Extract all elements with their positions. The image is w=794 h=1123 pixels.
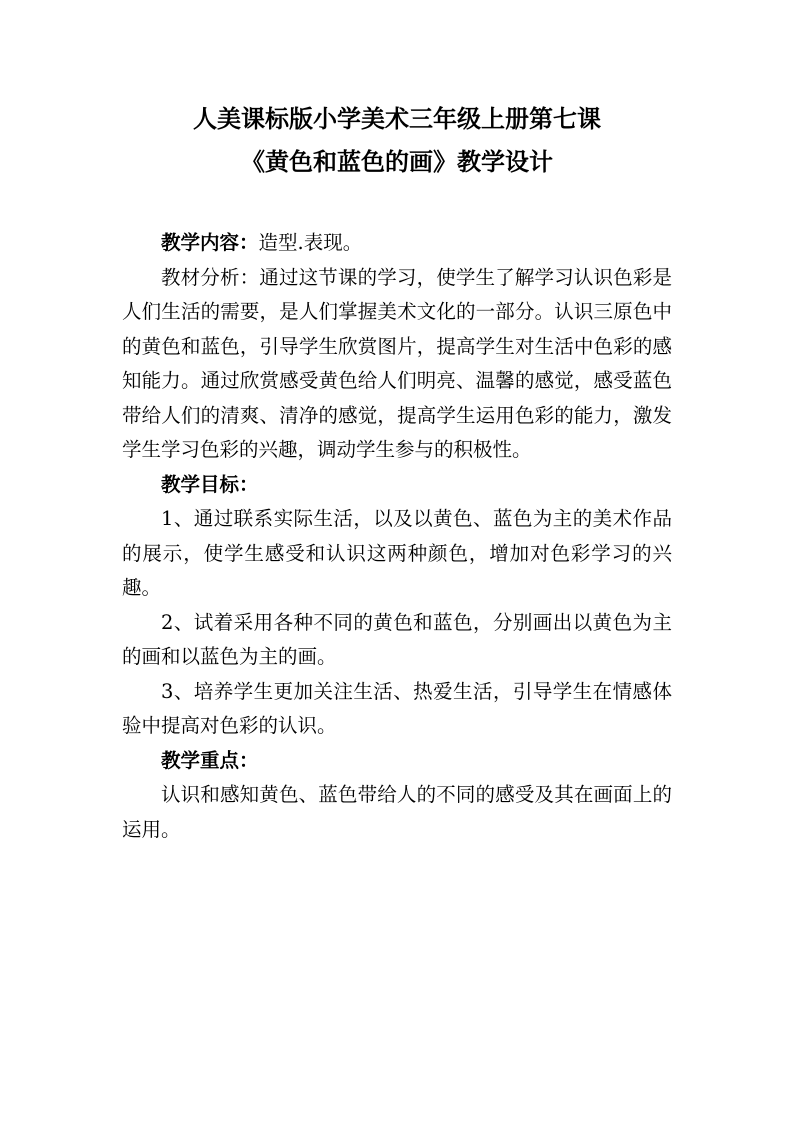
- document-body: [122, 226, 672, 847]
- teaching-goal-item-2: 2、试着采用各种不同的黄色和蓝色，分别画出以黄色为主的画和以蓝色为主的画。: [122, 610, 672, 668]
- teaching-goal-item-1: 1、通过联系实际生活，以及以黄色、蓝色为主的美术作品的展示，使学生感受和认识这两种颜色，增加对色彩学习的兴趣。: [122, 507, 672, 599]
- teaching-content-value: 造型.表现。: [258, 231, 363, 254]
- teaching-key-points-heading: 教学重点：: [161, 748, 259, 772]
- teaching-content-label: 教学内容：: [161, 231, 259, 254]
- teaching-goals-heading: 教学目标：: [161, 472, 259, 496]
- teaching-content-paragraph: [122, 226, 672, 261]
- material-analysis-paragraph: 教材分析：通过这节课的学习，使学生了解学习认识色彩是人们生活的需要，是人们掌握美术文化的一部分。认识三原色中的黄色和蓝色，引导学生欣赏图片，提高学生对生活中色彩的感知能力。通过欣赏感受黄色给人们明亮、温馨的感觉，感受蓝色带给人们的清爽、清净的感觉，提高学生运用色彩的能力，激发学生学习色彩的兴趣，调动学生参与的积极性。: [122, 265, 672, 461]
- document-title-line-1: 人美课标版小学美术三年级上册第七课: [193, 104, 601, 133]
- document-title-line-2: 《黄色和蓝色的画》教学设计: [241, 147, 553, 176]
- teaching-goal-item-3: 3、培养学生更加关注生活、热爱生活，引导学生在情感体验中提高对色彩的认识。: [122, 679, 672, 737]
- teaching-key-points-text: 认识和感知黄色、蓝色带给人的不同的感受及其在画面上的运用。: [122, 783, 672, 841]
